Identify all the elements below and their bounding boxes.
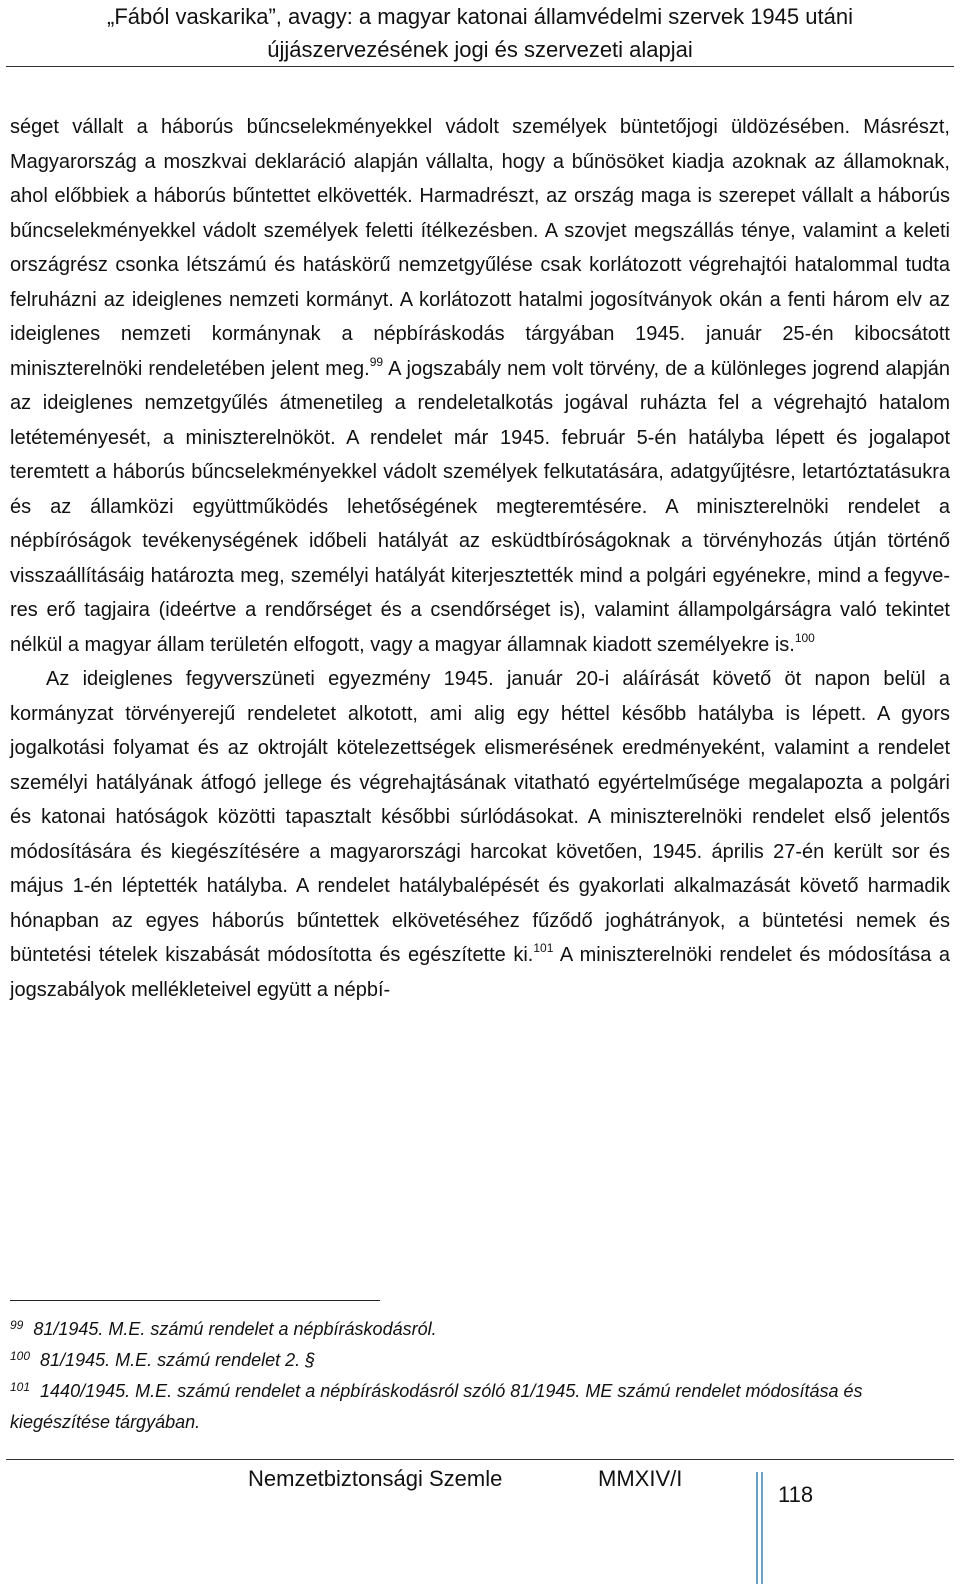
running-header-line-2: újjászervezésének jogi és szervezeti alapjai <box>267 37 693 62</box>
paragraph-2-part-b: A miniszterelnöki rendelet és módosítása a jogszabályok mellékleteivel együtt a népbí- <box>10 944 950 1001</box>
footnote-100 <box>10 1345 945 1376</box>
footnote-99 <box>10 1314 945 1345</box>
footnote-text: 1440/1945. M.E. számú rendelet a népbíráskodásról szóló 81/1945. ME számú rendelet módosítása és kiegészítése tárgyában. <box>10 1381 863 1432</box>
running-header-line-1: „Fából vaskarika”, avagy: a magyar katonai államvédelmi szervek 1945 utáni <box>107 4 853 29</box>
page-number: 118 <box>778 1482 814 1507</box>
paragraph-2-part-a: Az ideiglenes fegyverszüneti egyezmény 1945. január 20-i aláírását követő öt napon belül a kormányzat törvényerejű rendeletet alkotott, ami alig egy héttel később hatályba is lépett. A gyors jogalkotási folyamat és az oktrojált kötelezettségek elismerésének eredményeként, valamint a rendelet személyi hatályának átfogó jellege és végrehajtásának vitatható egyértelműsége megalapozta a polgári és katonai hatóságok közötti tapasztalt későbbi súrlódásokat. A miniszterelnöki rendelet első jelentős módosítására és kiegészítésére a magyarországi harcokat követően, 1945. április 27-én került sor és május 1-én léptették hatályba. A rendelet hatálybalépését és gyakorlati alkalmazását követő harmadik hónapban az egyes háborús bűntettek elkövetéséhez fűződő joghátrányok, a büntetési nemek és büntetési tételek kiszabását módosította és egészítette ki. <box>10 668 950 966</box>
footnote-number: 101 <box>10 1380 31 1394</box>
footnote-ref-99[interactable]: 99 <box>369 354 384 369</box>
footer-journal-name: Nemzetbiztonsági Szemle <box>248 1466 503 1491</box>
paragraph-1-part-b: A jogszabály nem volt törvény, de a különleges jogrend alapján az ideiglenes nemzetgyűlés átmenetileg a rendeletalkotás jogával ruházta fel a végrehajtó hatalom letéteményesét, a miniszterelnököt. A rendelet már 1945. február 5-én hatályba lépett és jogalapot teremtett a háborús bűncselekményekkel vádolt személyek felkutatására, adatgyűjtésre, letartóztatásukra és az államközi együttműködés lehetőségének megteremtésére. A miniszterelnöki rendelet a népbíróságok tevékenységének időbeli hatályát az esküdtbíróságoknak a törvényhozás útján történő visszaállításáig határozta meg, személyi hatályát kiterjesztették mind a polgári egyénekre, mind a fegyveres erő tagjaira (ideértve a rendőrséget és a csendőrséget is), valamint állampolgárságra való tekintet nélkül a magyar állam területén elfogott, vagy a magyar államnak kiadott személyekre is. <box>10 357 951 656</box>
footnote-101 <box>10 1376 945 1438</box>
running-header <box>0 0 960 66</box>
footnotes <box>10 1314 945 1438</box>
paragraph-1 <box>10 110 950 662</box>
footnote-text: 81/1945. M.E. számú rendelet a népbíráskodásról. <box>33 1319 437 1339</box>
header-divider <box>6 66 954 67</box>
footnote-number: 99 <box>10 1318 24 1332</box>
footnote-divider <box>10 1300 380 1301</box>
footer-decoration <box>756 1472 768 1584</box>
body-text <box>10 110 950 1007</box>
footer-issue: MMXIV/I <box>598 1466 683 1491</box>
footnote-ref-101[interactable]: 101 <box>533 941 554 955</box>
footnote-ref-100[interactable]: 100 <box>794 630 815 645</box>
footer-divider <box>6 1459 954 1460</box>
paragraph-2 <box>10 662 950 1007</box>
footnote-text: 81/1945. M.E. számú rendelet 2. § <box>40 1350 316 1370</box>
footnote-number: 100 <box>10 1349 31 1363</box>
paragraph-1-part-a: séget vállalt a háborús bűncselekményekkel vádolt személyek büntetőjogi üldözésében. Másrészt, Magyarország a moszkvai deklaráció alapján vállalta, hogy a bűnösöket kiadja azoknak az államoknak, ahol előbbiek a háborús bűntettet elkövették. Harmadrészt, az ország maga is szerepet vállalt a háborús bűncselekményekkel vádolt személyek feletti ítélkezésben. A szovjet megszállás ténye, valamint a keleti országrész csonka létszámú és hatáskörű nemzetgyűlése csak korlátozott végrehajtói hatalommal tudta felruházni az ideiglenes nemzeti kormányt. A korlátozott hatalmi jogosítványok okán a fenti három elv az ideiglenes nemzeti kormánynak a népbíráskodás tárgyában 1945. január 25-én kibocsátott miniszterelnöki rendeletében jelent meg. <box>10 116 950 380</box>
